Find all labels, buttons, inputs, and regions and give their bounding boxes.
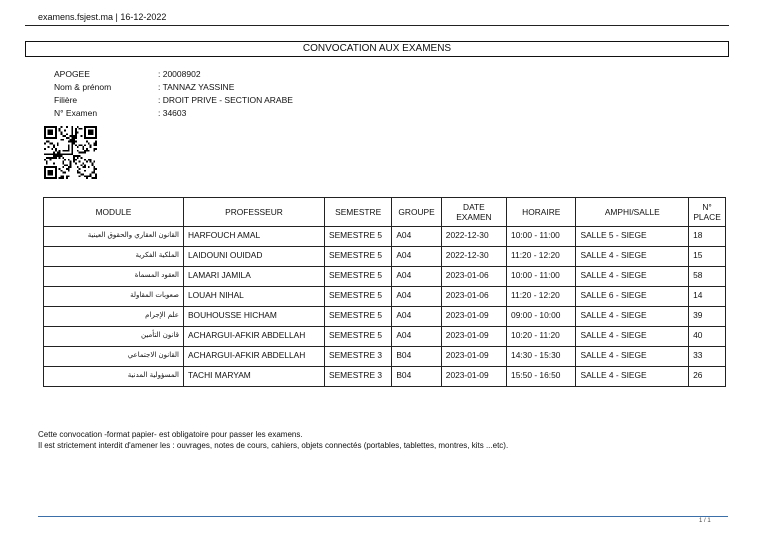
table-cell: 18 — [689, 227, 726, 247]
table-header-row — [44, 198, 726, 227]
info-value: : 20008902 — [158, 69, 201, 79]
info-value: : TANNAZ YASSINE — [158, 82, 235, 92]
info-row-apogee — [54, 68, 293, 81]
note-line: Il est strictement interdit d'amener les : ouvrages, notes de cours, cahiers, objets connectés (portables, tablettes, montres, kits ...etc). — [38, 441, 509, 450]
table-cell: LAIDOUNI OUIDAD — [183, 247, 324, 267]
table-cell: 15 — [689, 247, 726, 267]
column-header-professeur: PROFESSEUR — [183, 198, 324, 227]
table-cell: ACHARGUI-AFKIR ABDELLAH — [183, 327, 324, 347]
table-cell: SEMESTRE 3 — [324, 367, 391, 387]
table-cell: A04 — [392, 307, 441, 327]
table-cell: B04 — [392, 367, 441, 387]
info-label: Filière — [54, 95, 78, 105]
table-cell: 09:00 - 10:00 — [507, 307, 576, 327]
table-cell: 10:20 - 11:20 — [507, 327, 576, 347]
table-row — [44, 347, 726, 367]
table-cell: ACHARGUI-AFKIR ABDELLAH — [183, 347, 324, 367]
table-cell: 10:00 - 11:00 — [507, 227, 576, 247]
table-cell: 40 — [689, 327, 726, 347]
note-line: Cette convocation -format papier- est obligatoire pour passer les examens. — [38, 430, 303, 439]
notes — [38, 429, 508, 451]
table-cell: 58 — [689, 267, 726, 287]
table-row — [44, 287, 726, 307]
column-header-groupe: GROUPE — [392, 198, 441, 227]
table-cell: 2023-01-06 — [441, 287, 506, 307]
table-cell: SEMESTRE 5 — [324, 287, 391, 307]
table-cell: 33 — [689, 347, 726, 367]
table-cell: 26 — [689, 367, 726, 387]
table-cell: SEMESTRE 5 — [324, 227, 391, 247]
table-cell: A04 — [392, 287, 441, 307]
table-cell: 39 — [689, 307, 726, 327]
document-title: CONVOCATION AUX EXAMENS — [25, 41, 729, 57]
table-cell: علم الإجرام — [44, 307, 184, 327]
table-cell: SEMESTRE 5 — [324, 307, 391, 327]
table-cell: SALLE 6 - SIEGE — [576, 287, 689, 307]
info-row-filiere — [54, 94, 293, 107]
info-value: : 34603 — [158, 108, 187, 118]
table-cell: العقود المسماة — [44, 267, 184, 287]
table-cell: A04 — [392, 227, 441, 247]
table-cell: TACHI MARYAM — [183, 367, 324, 387]
column-header-horaire: HORAIRE — [507, 198, 576, 227]
page-header-text: examens.fsjest.ma | 16-12-2022 — [38, 12, 167, 22]
table-cell: 2023-01-09 — [441, 307, 506, 327]
table-row — [44, 267, 726, 287]
info-value: : DROIT PRIVE - SECTION ARABE — [158, 95, 293, 105]
info-label: Nom & prénom — [54, 82, 112, 92]
table-cell: BOUHOUSSE HICHAM — [183, 307, 324, 327]
table-cell: 2022-12-30 — [441, 227, 506, 247]
table-cell: SEMESTRE 5 — [324, 327, 391, 347]
table-cell: SALLE 4 - SIEGE — [576, 327, 689, 347]
table-cell: SALLE 4 - SIEGE — [576, 347, 689, 367]
footer-divider — [38, 516, 728, 517]
header-divider — [25, 25, 729, 26]
table-cell: 15:50 - 16:50 — [507, 367, 576, 387]
table-cell: SALLE 5 - SIEGE — [576, 227, 689, 247]
info-label: APOGEE — [54, 69, 90, 79]
table-cell: 2023-01-06 — [441, 267, 506, 287]
table-row — [44, 327, 726, 347]
table-cell: A04 — [392, 267, 441, 287]
column-header-salle: AMPHI/SALLE — [576, 198, 689, 227]
table-row — [44, 367, 726, 387]
table-row — [44, 307, 726, 327]
table-cell: 11:20 - 12:20 — [507, 247, 576, 267]
table-cell: SEMESTRE 3 — [324, 347, 391, 367]
table-cell: 14 — [689, 287, 726, 307]
table-cell: 2023-01-09 — [441, 347, 506, 367]
table-cell: 2023-01-09 — [441, 367, 506, 387]
table-cell: SALLE 4 - SIEGE — [576, 307, 689, 327]
table-cell: المسؤولية المدنية — [44, 367, 184, 387]
table-cell: B04 — [392, 347, 441, 367]
table-cell: الملكية الفكرية — [44, 247, 184, 267]
table-cell: 2023-01-09 — [441, 327, 506, 347]
table-cell: قانون التأمين — [44, 327, 184, 347]
column-header-module: MODULE — [44, 198, 184, 227]
table-cell: A04 — [392, 247, 441, 267]
column-header-semestre: SEMESTRE — [324, 198, 391, 227]
table-cell: LAMARI JAMILA — [183, 267, 324, 287]
table-cell: LOUAH NIHAL — [183, 287, 324, 307]
student-info — [54, 68, 293, 120]
info-label: N° Examen — [54, 108, 98, 118]
page-number: 1 / 1 — [699, 518, 711, 524]
table-cell: A04 — [392, 327, 441, 347]
table-cell: 14:30 - 15:30 — [507, 347, 576, 367]
table-cell: SALLE 4 - SIEGE — [576, 247, 689, 267]
table-cell: 10:00 - 11:00 — [507, 267, 576, 287]
column-header-date: DATE EXAMEN — [441, 198, 506, 227]
table-cell: SALLE 4 - SIEGE — [576, 367, 689, 387]
table-cell: SEMESTRE 5 — [324, 267, 391, 287]
table-cell: صعوبات المقاولة — [44, 287, 184, 307]
table-cell: 2022-12-30 — [441, 247, 506, 267]
info-row-name — [54, 81, 293, 94]
table-cell: SALLE 4 - SIEGE — [576, 267, 689, 287]
table-row — [44, 227, 726, 247]
table-row — [44, 247, 726, 267]
qr-code-icon — [44, 126, 97, 179]
column-header-place: N° PLACE — [689, 198, 726, 227]
table-cell: 11:20 - 12:20 — [507, 287, 576, 307]
table-cell: القانون الاجتماعي — [44, 347, 184, 367]
info-row-exam-number — [54, 107, 293, 120]
table-cell: HARFOUCH AMAL — [183, 227, 324, 247]
table-cell: القانون العقاري والحقوق العينية — [44, 227, 184, 247]
table-cell: SEMESTRE 5 — [324, 247, 391, 267]
exam-schedule-table — [43, 197, 726, 387]
